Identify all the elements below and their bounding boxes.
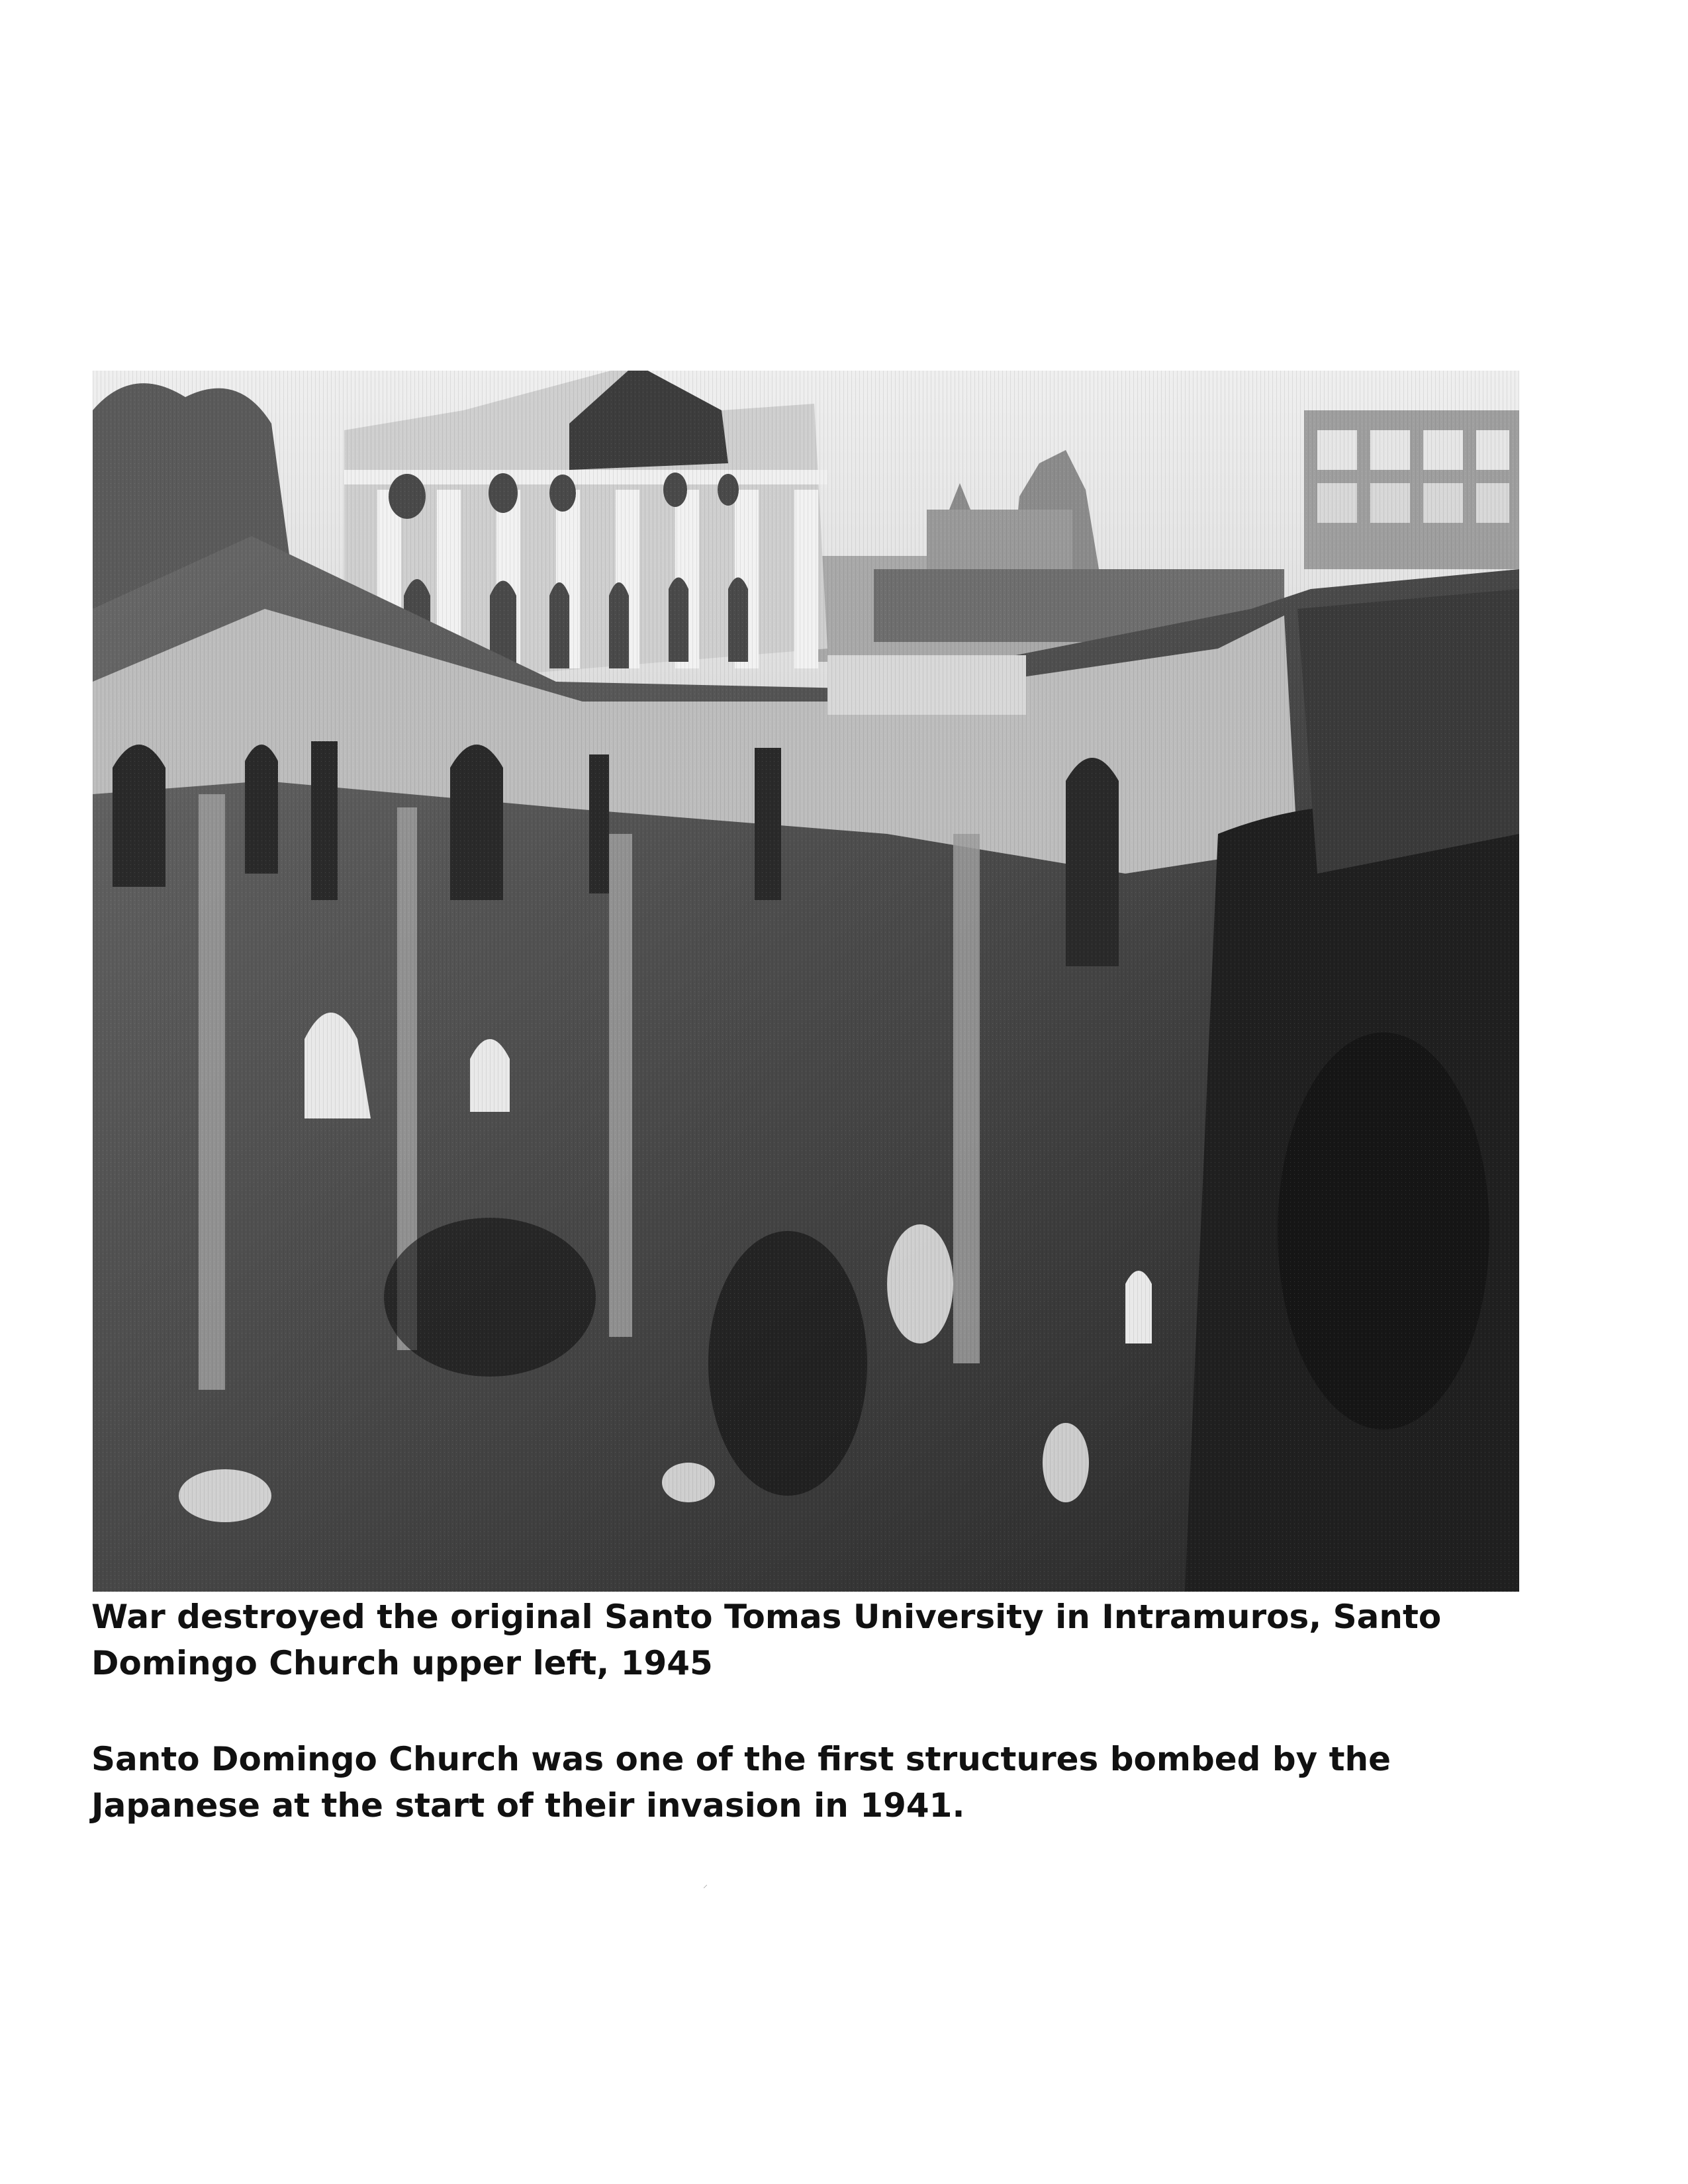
ruins-image [93, 371, 1519, 1592]
ruins-photograph [93, 371, 1519, 1592]
photo-grain [93, 371, 1519, 1592]
history-note: Santo Domingo Church was one of the first structures bombed by the Japanese at the start of their invasion in 1941. [91, 1740, 1391, 1825]
photo-caption: War destroyed the original Santo Tomas University in Intramuros, Santo Domingo Church upper left, 1945 [91, 1598, 1442, 1682]
scan-speck: ⸝ [703, 1880, 708, 1890]
